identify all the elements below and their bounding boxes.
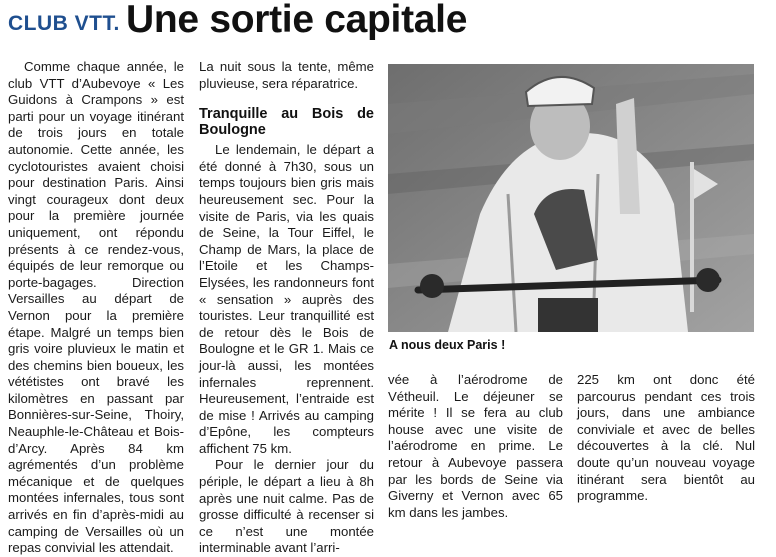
photo-caption: A nous deux Paris ! — [389, 338, 506, 352]
article-column-2 — [199, 59, 374, 557]
article-column-3 — [388, 372, 563, 521]
article-column-4 — [577, 372, 755, 505]
article-headline: Une sortie capitale — [126, 0, 468, 41]
section-kicker: CLUB VTT. — [8, 12, 120, 35]
paragraph: Pour le dernier jour du périple, le départ a lieu à 8h après une nuit calme. Pas de grosse difficulté à recenser si ce n’est une montée interminable avant l’arri- — [199, 457, 374, 556]
paragraph: 225 km ont donc été parcourus pendant ces trois jours, dans une ambiance conviviale et avec de belles découvertes à la clé. Nul doute qu’un nouveau voyage itinérant sera bientôt au programme. — [577, 372, 755, 504]
paragraph: vée à l’aérodrome de Vétheuil. Le déjeuner se mérite ! Il se fera au club house avec une visite de l’aérodrome en prime. Le retour à Aubevoye passera par les bords de Seine via Giverny et Vernon avec 65 km dans les jambes. — [388, 372, 563, 520]
paragraph: La nuit sous la tente, même pluvieuse, sera réparatrice. — [199, 59, 374, 91]
paragraph: Le lendemain, le départ a été donné à 7h30, sous un temps toujours bien gris mais heureusement sec. Pour la visite de Paris, via les quais de Seine, la Tour Eiffel, le Champ de Mars, la place de l’Etoile et les Champs-Elysées, les randonneurs font « sensation » auprès des touristes. Leur tranquillité est de retour dès le Bois de Boulogne et le GR 1. Mais ce jour-là aussi, les montées infernales reprennent. Heureusement, l’entraide est de mise ! Arrivés au camping d’Epône, les compteurs affichent 75 km. — [199, 142, 374, 456]
article-subheading: Tranquille au Bois de Boulogne — [199, 106, 374, 139]
article-column-1 — [8, 59, 184, 557]
paragraph: Comme chaque année, le club VTT d’Aubevoye « Les Guidons à Crampons » est parti pour un voyage itinérant de trois jours en totale autonomie. Cette année, les cyclotouristes avaient choisi pour destination Paris. Ainsi vingt courageux dont deux pour la première journée uniquement, ont répondu présents à ce rendez-vous, équipés de leur remorque ou porte-bagages. Direction Versailles au départ de Vernon pour la première étape. Malgré un temps bien gris voire pluvieux le matin et des chemins bien boueux, les vététistes ont bravé les kilomètres en passant par Bonnières-sur-Seine, Thoiry, Neauphle-le-Château et Bois-d’Arcy. Après 84 km agrémentés d’un problème mécanique et de quelques montées infernales, tous sont arrivés en fin d’après-midi au camping de Versailles où un repas convivial les attendait. — [8, 59, 184, 556]
cyclist-photo — [388, 64, 754, 332]
cyclist-photo-illustration — [388, 64, 754, 332]
